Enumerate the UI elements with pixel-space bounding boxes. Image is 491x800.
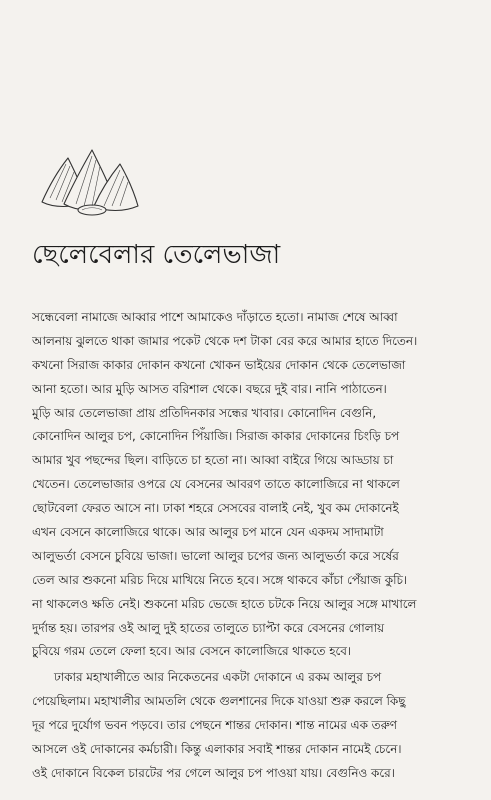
text-line: দুর্দান্ত হয়। তারপর ওই আলু দুই হাতের তালুতে চ্যাপ্টা করে বেসনের গোলায়: [32, 620, 385, 635]
text-line: মুড়ি আর তেলেভাজা প্রায় প্রতিদিনকার সন্ধের খাবার। কোনোদিন বেগুনি,: [32, 405, 377, 420]
text-line: খেতেন। তেলেভাজার ওপরে যে বেসনের আবরণ তাতে কালোজিরে না থাকলে: [32, 477, 400, 492]
samosa-illustration: [36, 146, 144, 218]
text-line: আমার খুব পছন্দের ছিল। বাড়িতে চা হতো না। আব্বা বাইরে গিয়ে আড্ডায় চা: [32, 453, 394, 468]
text-line: আনা হতো। আর মুড়ি আসত বরিশাল থেকে। বছরে দুই বার। নানি পাঠাতেন।: [32, 381, 387, 396]
text-line: চুবিয়ে গরম তেলে ফেলা হবে। আর বেসনে কালোজিরে থাকতে হবে।: [32, 644, 352, 659]
text-line: ছোটবেলা ফেরত আসে না। ঢাকা শহরে সেসবের বালাই নেই, খুব কম দোকানেই: [32, 501, 399, 516]
chapter-body: [32, 306, 456, 786]
text-line: ঢাকার মহাখালীতে আর নিকেতনের একটা দোকানে এ রকম আলুর চপ: [54, 670, 382, 685]
text-line: আসলে ওই দোকানের কর্মচারী। কিন্তু এলাকার সবাই শান্তর দোকান নামেই চেনে।: [32, 742, 402, 757]
text-line: আলনায় ঝুলতে থাকা জামার পকেট থেকে দশ টাকা বের করে আমার হাতে দিতেন।: [32, 333, 418, 348]
text-line: পেয়েছিলাম। মহাখালীর আমতলি থেকে গুলশানের দিকে যাওয়া শুরু করলে কিছু: [32, 694, 406, 709]
text-line: কখনো সিরাজ কাকার দোকান কখনো খোকন ভাইয়ের দোকান থেকে তেলেভাজা: [32, 357, 406, 372]
text-line: ওই দোকানে বিকেল চারটের পর গেলে আলুর চপ পাওয়া যায়। বেগুনিও করে।: [32, 765, 395, 780]
text-line: কোনোদিন আলুর চপ, কোনোদিন পিঁয়াজি। সিরাজ কাকার দোকানের চিংড়ি চপ: [32, 429, 400, 444]
text-line: এখন বেসনে কালোজিরে থাকে। আর আলুর চপ মানে যেন একদম সাদামাটা: [32, 525, 384, 540]
text-line: না থাকলেও ক্ষতি নেই। শুকনো মরিচ ভেজে হাতে চটকে নিয়ে আলুর সঙ্গে মাখালে: [32, 596, 417, 611]
text-line: আলুভর্তা বেসনে চুবিয়ে ভাজা। ভালো আলুর চপের জন্য আলুভর্তা করে সর্ষের: [32, 548, 399, 563]
text-line: তেল আর শুকনো মরিচ দিয়ে মাখিয়ে নিতে হবে। সঙ্গে থাকবে কাঁচা পেঁয়াজ কুচি।: [32, 572, 408, 587]
text-line: সন্ধেবেলা নামাজে আব্বার পাশে আমাকেও দাঁড়াতে হতো। নামাজ শেষে আব্বা: [32, 310, 398, 324]
text-line: দূর পরে দুর্যোগ ভবন পড়বে। তার পেছনে শান্তর দোকান। শান্ত নামের এক তরুণ: [32, 718, 397, 733]
paragraph: [32, 666, 456, 785]
chapter-title: ছেলেবেলার তেলেভাজা: [32, 240, 281, 270]
paragraph: [32, 306, 456, 664]
